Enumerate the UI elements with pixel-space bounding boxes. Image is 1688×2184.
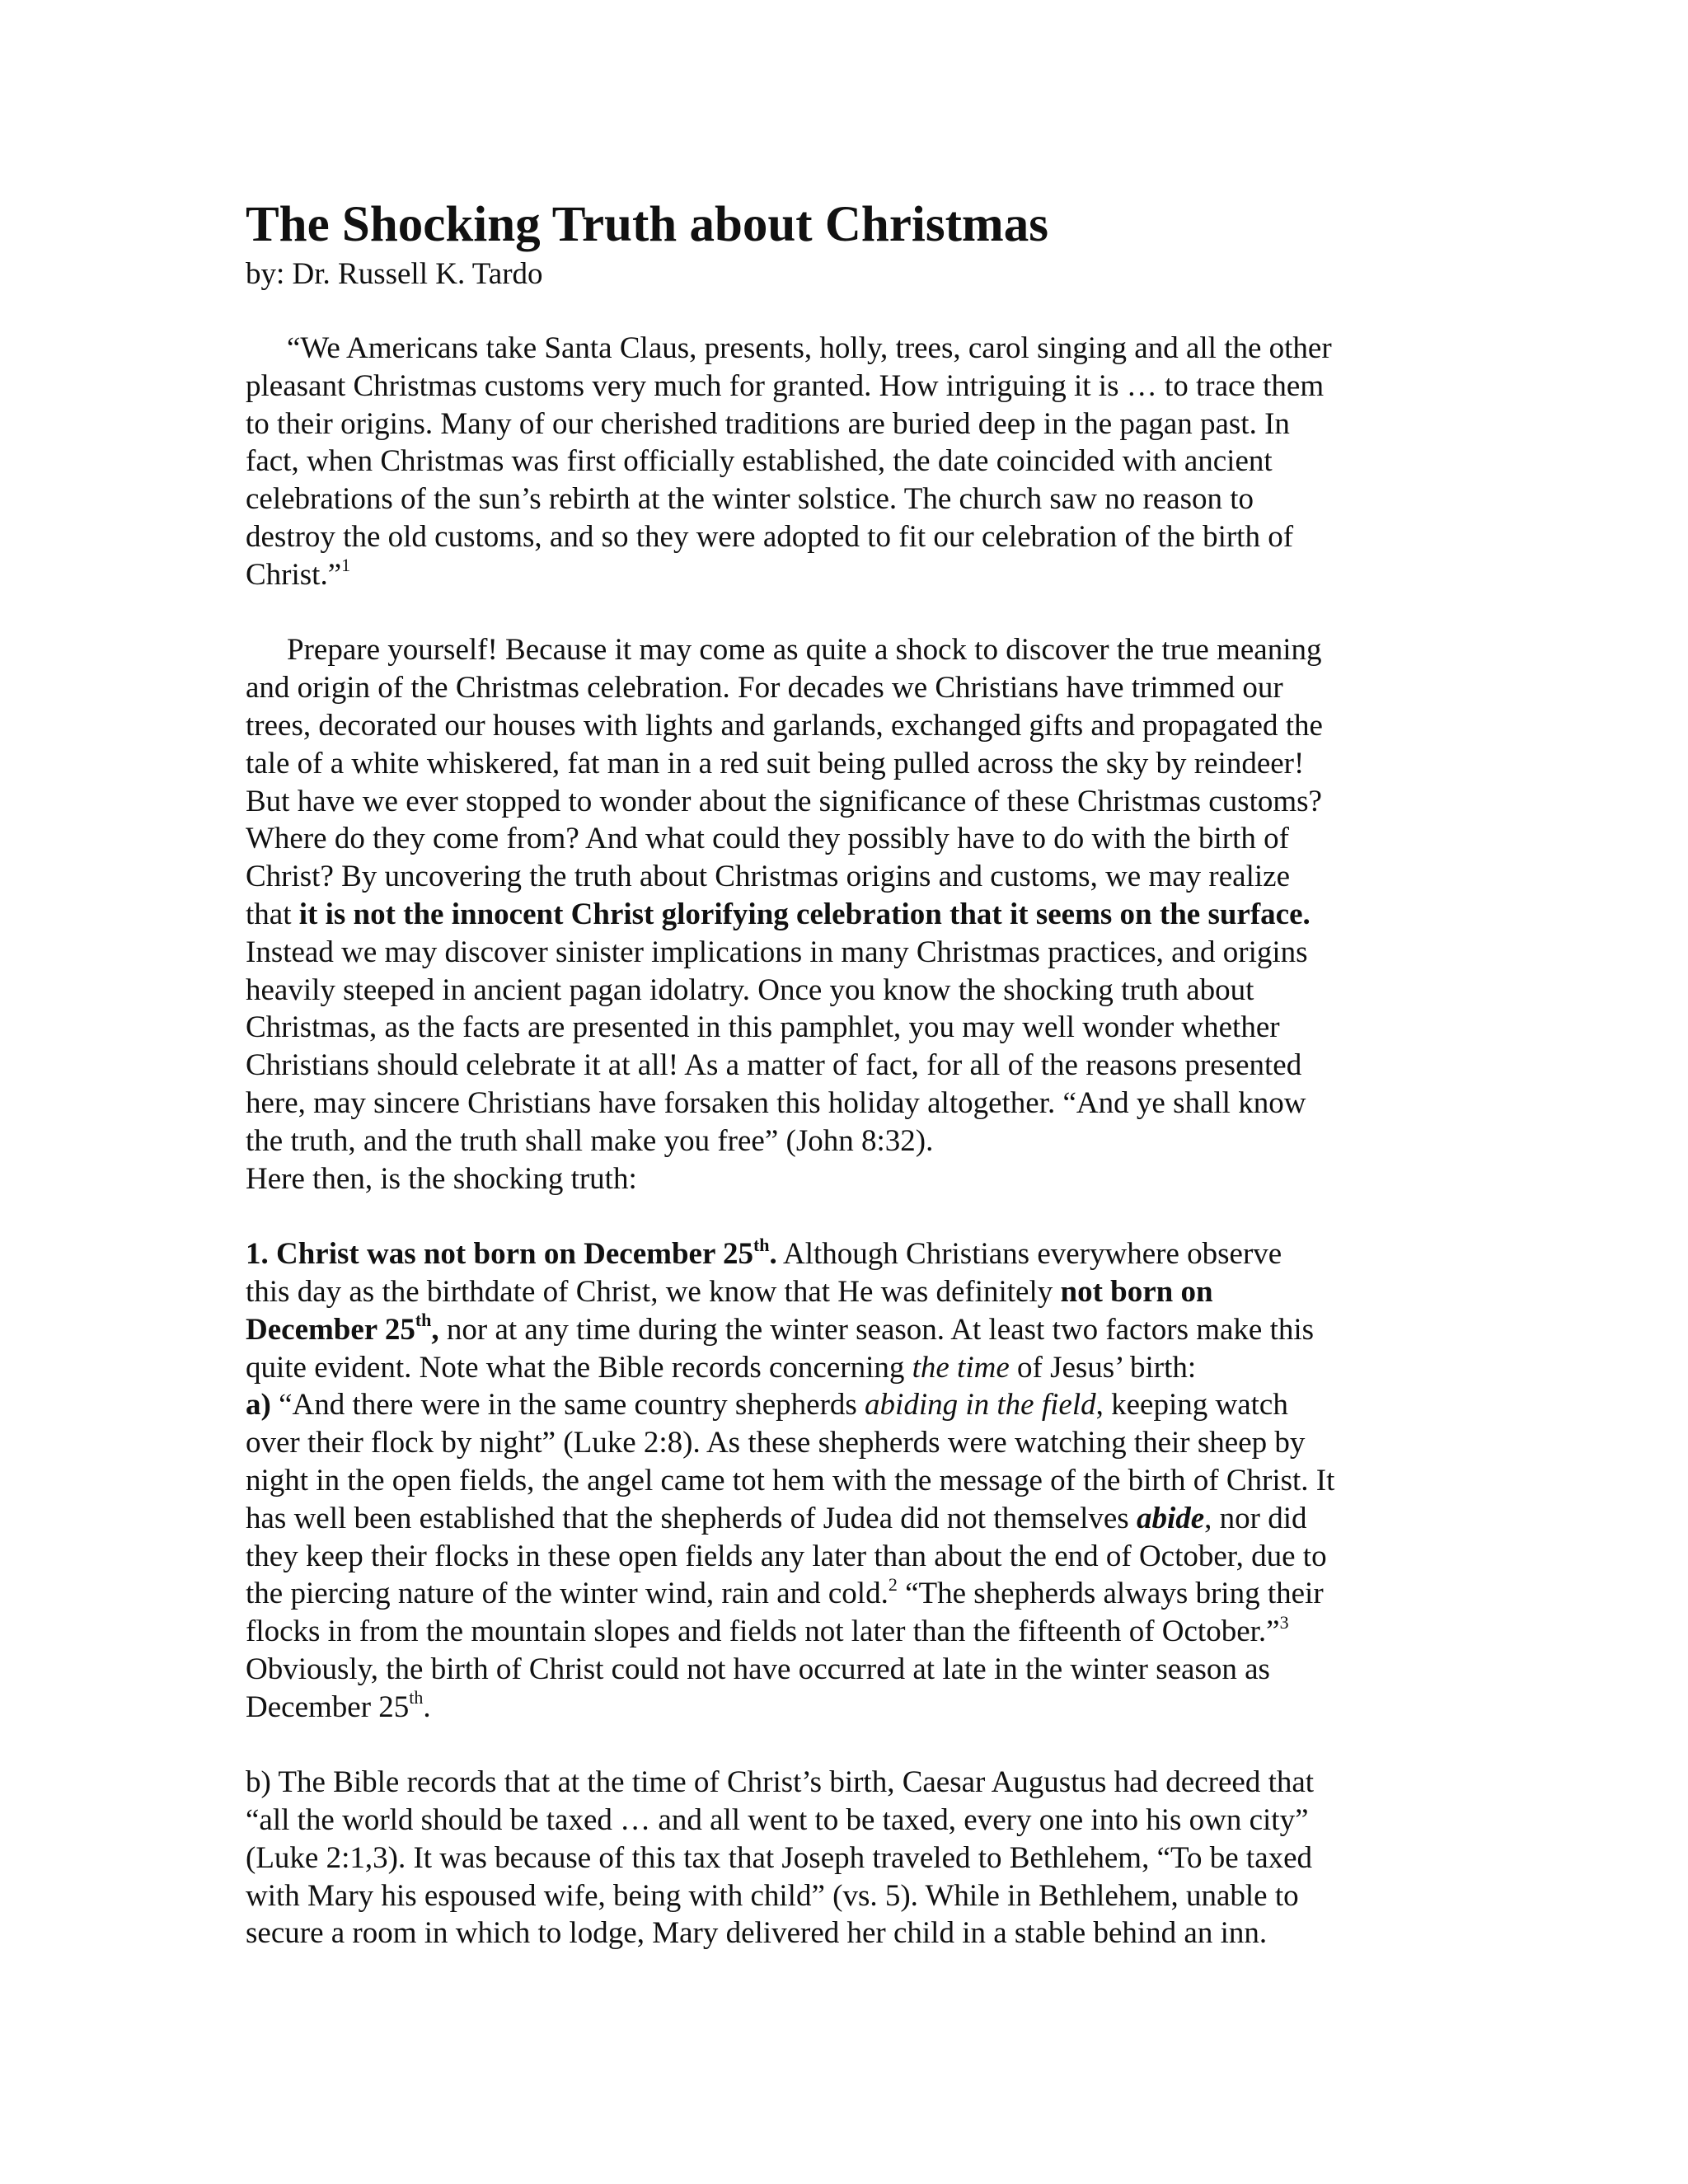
text-line xyxy=(246,1500,1465,1538)
line-text: . xyxy=(423,1690,431,1724)
text-line xyxy=(246,1613,1465,1651)
paragraph-gap xyxy=(246,1726,1465,1764)
line-text: “The shepherds always bring their xyxy=(897,1577,1324,1611)
text-line: “all the world should be taxed … and all went to be taxed, every one into his own city” xyxy=(246,1803,1309,1838)
text-line: night in the open fields, the angel came tot hem with the message of the birth of Christ. It xyxy=(246,1463,1335,1497)
text-line: celebrations of the sun’s rebirth at the winter solstice. The church saw no reason to xyxy=(246,482,1254,517)
text-line: But have we ever stopped to wonder about the significance of these Christmas customs? xyxy=(246,784,1322,818)
text-line: Where do they come from? And what could they possibly have to do with the birth of xyxy=(246,822,1289,856)
text-line: Christmas, as the facts are presented in this pamphlet, you may well wonder whether xyxy=(246,1010,1280,1045)
item-label-a: a) xyxy=(246,1388,271,1422)
text-line: Obviously, the birth of Christ could not have occurred at late in the winter season as xyxy=(246,1652,1270,1686)
text-line xyxy=(246,1235,1465,1273)
page-title: The Shocking Truth about Christmas xyxy=(246,197,1048,252)
superscript: th xyxy=(415,1310,432,1331)
bold-italic-inner: abide xyxy=(1136,1501,1205,1535)
line-text: “And there were in the same country shepherds xyxy=(270,1388,865,1422)
text-line: b) The Bible records that at the time of Christ’s birth, Caesar Augustus had decreed that xyxy=(246,1765,1315,1800)
bold-text: December 25 xyxy=(246,1312,415,1347)
footnote-marker: 2 xyxy=(888,1573,898,1595)
text-line: Instead we may discover sinister implications in many Christmas practices, and origins xyxy=(246,935,1308,969)
line-text: the piercing nature of the winter wind, rain and cold. xyxy=(246,1577,889,1611)
line-text: Although Christians everywhere observe xyxy=(776,1237,1282,1272)
intro-paragraph xyxy=(246,631,1465,1197)
text-line: Christ? By uncovering the truth about Christmas origins and customs, we may realize xyxy=(246,860,1290,894)
point-1-heading-text: 1. Christ was not born on December 25 xyxy=(246,1237,753,1272)
document-page xyxy=(246,194,1465,1952)
line-text: nor at any time during the winter season. At least two factors make this xyxy=(438,1312,1315,1347)
line-text: of Jesus’ birth: xyxy=(1009,1350,1197,1385)
paragraph-gap xyxy=(246,594,1465,632)
line-text: has well been established that the shepherds of Judea did not themselves xyxy=(246,1501,1137,1535)
footnote-marker: 3 xyxy=(1279,1611,1289,1633)
opening-quote-paragraph xyxy=(246,330,1465,594)
text-line: Here then, is the shocking truth: xyxy=(246,1161,637,1196)
bold-date xyxy=(246,1310,439,1347)
text-line xyxy=(246,1311,1465,1349)
superscript: th xyxy=(753,1234,770,1255)
text-line xyxy=(246,1273,1465,1311)
text-line: here, may sincere Christians have forsaken this holiday altogether. “And ye shall know xyxy=(246,1085,1306,1120)
point-1-heading xyxy=(246,1234,777,1272)
text-line: they keep their flocks in these open fields any later than about the end of October, due to xyxy=(246,1539,1327,1573)
italic-text: the time xyxy=(912,1350,1010,1385)
bold-text: , xyxy=(431,1312,439,1347)
text-line xyxy=(246,896,1465,934)
line-text: quite evident. Note what the Bible records concerning xyxy=(246,1350,912,1385)
text-line xyxy=(246,556,1465,594)
quote-last-line: Christ.” xyxy=(246,557,342,592)
italic-text: abiding in the field xyxy=(865,1388,1096,1422)
text-line: fact, when Christmas was first officially established, the date coincided with ancient xyxy=(246,444,1273,479)
text-line: over their flock by night” (Luke 2:8). As these shepherds were watching their sheep by xyxy=(246,1426,1306,1460)
line-text: , keeping watch xyxy=(1095,1388,1288,1422)
text-line xyxy=(246,1349,1465,1387)
text-line: the truth, and the truth shall make you free” (John 8:32). xyxy=(246,1123,934,1158)
text-line: (Luke 2:1,3). It was because of this tax that Joseph traveled to Bethlehem, “To be taxed xyxy=(246,1840,1313,1875)
text-line: with Mary his espoused wife, being with child” (vs. 5). While in Bethlehem, unable to xyxy=(246,1878,1299,1913)
text-line xyxy=(246,1689,1465,1727)
text-line: destroy the old customs, and so they were adopted to fit our celebration of the birth of xyxy=(246,519,1294,554)
point-1-heading-end: . xyxy=(769,1237,777,1272)
superscript: th xyxy=(409,1687,424,1708)
text-line: secure a room in which to lodge, Mary delivered her child in a stable behind an inn. xyxy=(246,1916,1268,1951)
line-text: this day as the birthdate of Christ, we know that He was definitely xyxy=(246,1274,1061,1309)
text-line: pleasant Christmas customs very much for granted. How intriguing it is … to trace them xyxy=(246,368,1325,403)
text-line: to their origins. Many of our cherished traditions are buried deep in the pagan past. In xyxy=(246,406,1290,441)
bold-text: not born on xyxy=(1060,1274,1213,1309)
text-line xyxy=(246,1386,1465,1424)
line-text: flocks in from the mountain slopes and fields not later than the fifteenth of October.” xyxy=(246,1615,1280,1649)
text-line: Prepare yourself! Because it may come as quite a shock to discover the true meaning xyxy=(287,633,1322,668)
line-text: , nor did xyxy=(1204,1501,1307,1535)
author-byline: by: Dr. Russell K. Tardo xyxy=(246,257,543,291)
text-line: trees, decorated our houses with lights and garlands, exchanged gifts and propagated the xyxy=(246,708,1323,743)
that-word: that xyxy=(246,897,299,931)
point-1-section xyxy=(246,1235,1465,1952)
paragraph-gap xyxy=(246,1197,1465,1235)
text-line: and origin of the Christmas celebration. For decades we Christians have trimmed our xyxy=(246,671,1283,705)
bold-claim: it is not the innocent Christ glorifying celebration that it seems on the surface. xyxy=(298,897,1311,931)
line-text: December 25 xyxy=(246,1690,410,1724)
bold-italic-text xyxy=(1137,1502,1204,1535)
text-line: heavily steeped in ancient pagan idolatry. Once you know the shocking truth about xyxy=(246,972,1254,1007)
text-line: tale of a white whiskered, fat man in a red suit being pulled across the sky by reindeer! xyxy=(246,746,1305,780)
footnote-marker: 1 xyxy=(341,555,351,576)
text-line xyxy=(246,1575,1465,1613)
text-line: Christians should celebrate it at all! As a matter of fact, for all of the reasons presented xyxy=(246,1048,1302,1083)
text-line: “We Americans take Santa Claus, presents, holly, trees, carol singing and all the other xyxy=(287,331,1332,365)
